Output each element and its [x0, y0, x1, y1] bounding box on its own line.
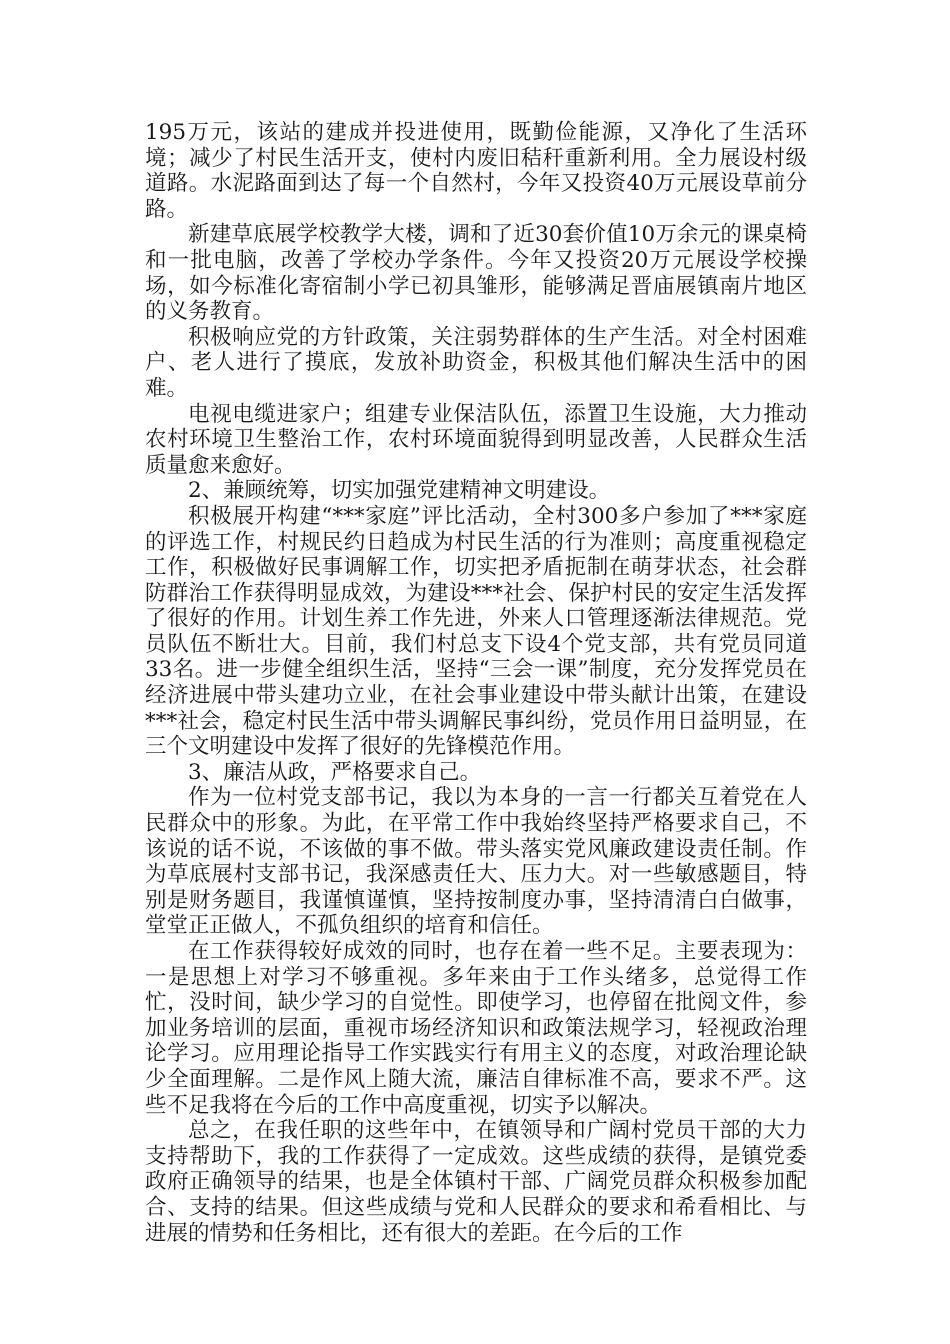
paragraph-1: 195万元，该站的建成并投进使用，既勤俭能源，又净化了生活环境；减少了村民生活开支，使村内废旧秸秆重新利用。全力展设村级道路。水泥路面到达了每一个自然村，今年又投资40万元展设草前分路。 [145, 120, 807, 222]
paragraph-6: 作为一位村党支部书记，我以为本身的一言一行都关互着党在人民群众中的形象。为此，在平常工作中我始终坚持严格要求自己，不该说的话不说，不该做的事不做。带头落实党风廉政建设责任制。作为草底展村支部书记，我深感责任大、压力大。对一些敏感题目，特别是财务题目，我谨慎谨慎，坚持按制度办事，坚持清清白白做事，堂堂正正做人，不孤负组织的培育和信任。 [145, 785, 807, 939]
section-heading-2: 2、兼顾统筹，切实加强党建精神文明建设。 [188, 478, 611, 504]
paragraph-7: 在工作获得较好成效的同时，也存在着一些不足。主要表现为：一是思想上对学习不够重视。多年来由于工作头绪多，总觉得工作忙，没时间，缺少学习的自觉性。即使学习，也停留在批阅文件，参加业务培训的层面，重视市场经济知识和政策法规学习，轻视政治理论学习。应用理论指导工作实践实行有用主义的态度，对政治理论缺少全面理解。二是作风上随大流，廉洁自律标准不高，要求不严。这些不足我将在今后的工作中高度重视，切实予以解决。 [145, 939, 807, 1118]
section-heading-3: 3、廉洁从政，严格要求自己。 [188, 759, 482, 785]
paragraph-5: 积极展开构建“***家庭”评比活动，全村300多户参加了***家庭的评选工作，村规民约日趋成为村民生活的行为准则；高度重视稳定工作，积极做好民事调解工作，切实把矛盾扼制在萌芽状态，社会群防群治工作获得明显成效，为建设***社会、保护村民的安定生活发挥了很好的作用。计划生养工作先进，外来人口管理逐渐法律规范。党员队伍不断壮大。目前，我们村总支下设4个党支部，共有党员同道33名。进一步健全组织生活，坚持“三会一课”制度，充分发挥党员在经济进展中带头建功立业，在社会事业建设中带头献计出策，在建设***社会，稳定村民生活中带头调解民事纠纷，党员作用日益明显，在三个文明建设中发挥了很好的先锋模范作用。 [145, 503, 807, 760]
document-body [145, 120, 807, 1246]
paragraph-2: 新建草底展学校教学大楼，调和了近30套价值10万余元的课桌椅和一批电脑，改善了学校办学条件。今年又投资20万元展设学校操场，如今标准化寄宿制小学已初具雏形，能够满足晋庙展镇南片地区的义务教育。 [145, 222, 807, 325]
paragraph-4: 电视电缆进家户；组建专业保洁队伍，添置卫生设施，大力推动农村环境卫生整治工作，农村环境面貌得到明显改善，人民群众生活质量愈来愈好。 [145, 401, 807, 478]
paragraph-8: 总之，在我任职的这些年中，在镇领导和广阔村党员干部的大力支持帮助下，我的工作获得了一定成效。这些成绩的获得，是镇党委政府正确领导的结果，也是全体镇村干部、广阔党员群众积极参加配合、支持的结果。但这些成绩与党和人民群众的要求和希看相比、与进展的情势和任务相比，还有很大的差距。在今后的工作 [145, 1118, 807, 1246]
paragraph-3: 积极响应党的方针政策，关注弱势群体的生产生活。对全村困难户、老人进行了摸底，发放补助资金，积极其他们解决生活中的困难。 [145, 324, 807, 401]
